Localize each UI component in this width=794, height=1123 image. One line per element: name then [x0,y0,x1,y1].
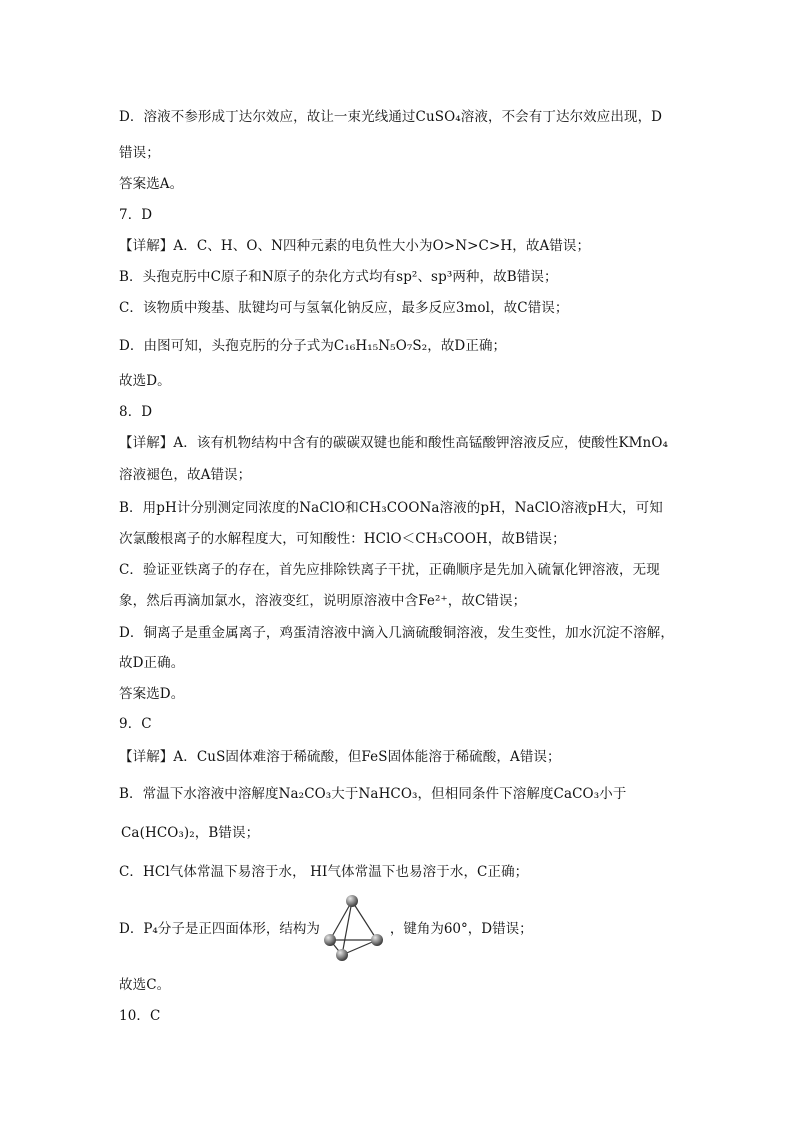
q7-conclusion: 故选D。 [119,373,171,389]
q8-option-c-line2: 象，然后再滴加氯水，溶液变红，说明原溶液中含Fe²⁺，故C错误； [119,593,527,609]
q8-option-d-line2: 故D正确。 [119,655,185,671]
p4-tetrahedron-icon [323,893,387,961]
q8-detail-a-line1: 【详解】A．该有机物结构中含有的碳碳双键也能和酸性高锰酸钾溶液反应，使酸性KMnO₄ [119,435,669,451]
q9-option-b-line1: B．常温下水溶液中溶解度Na₂CO₃大于NaHCO₃，但相同条件下溶解度CaCO₃小于 [119,786,627,802]
p-atom-top [346,895,358,907]
q7-option-c: C．该物质中羧基、肽键均可与氢氧化钠反应，最多反应3mol，故C错误； [119,300,569,316]
q9-number: 9．C [119,716,152,732]
p-atom-left [324,934,336,946]
q8-detail-a-line2: 溶液褪色，故A错误； [119,467,252,483]
q9-option-d-before: D．P₄分子是正四面体形，结构为 [119,921,320,937]
q8-answer: 答案选D。 [119,686,185,702]
q9-option-d-after: ，键角为60°，D错误； [389,921,533,937]
q6-option-d-text-continued: 错误； [119,145,160,161]
q9-detail-a: 【详解】A．CuS固体难溶于稀硫酸，但FeS固体能溶于稀硫酸，A错误； [119,749,561,765]
q8-option-b-line2: 次氯酸根离子的水解程度大，可知酸性：HClO＜CH₃COOH，故B错误； [119,531,566,547]
q9-option-b-line2: Ca(HCO₃)₂，B错误； [121,825,260,841]
q9-option-c: C．HCl气体常温下易溶于水， HI气体常温下也易溶于水，C正确； [119,864,529,880]
q6-option-d-text: D．溶液不参形成丁达尔效应，故让一束光线通过CuSO₄溶液，不会有丁达尔效应出现，D [119,109,663,125]
p-atom-right [371,934,383,946]
q7-number: 7．D [119,207,153,223]
q10-number: 10．C [119,1008,161,1024]
bond-top-right [352,901,377,940]
q8-option-b-line1: B．用pH计分别测定同浓度的NaClO和CH₃COONa溶液的pH，NaClO溶液pH大，可知 [119,500,663,516]
q8-number: 8．D [119,404,153,420]
q8-option-d-line1: D．铜离子是重金属离子，鸡蛋清溶液中滴入几滴硫酸铜溶液，发生变性，加水沉淀不溶解， [119,625,674,641]
q8-option-c-line1: C．验证亚铁离子的存在，首先应排除铁离子干扰，正确顺序是先加入硫氰化钾溶液，无现 [119,562,660,578]
q7-option-d: D．由图可知，头孢克肟的分子式为C₁₆H₁₅N₅O₇S₂，故D正确； [119,338,507,354]
q9-option-d [119,893,533,961]
q6-answer: 答案选A。 [119,176,184,192]
p-atom-bottom [336,949,348,961]
q7-detail-a: 【详解】A．C、H、O、N四种元素的电负性大小为O>N>C>H，故A错误； [119,238,591,254]
q9-conclusion: 故选C。 [119,977,171,993]
q7-option-b: B．头孢克肟中C原子和N原子的杂化方式均有sp²、sp³两种，故B错误； [119,269,558,285]
